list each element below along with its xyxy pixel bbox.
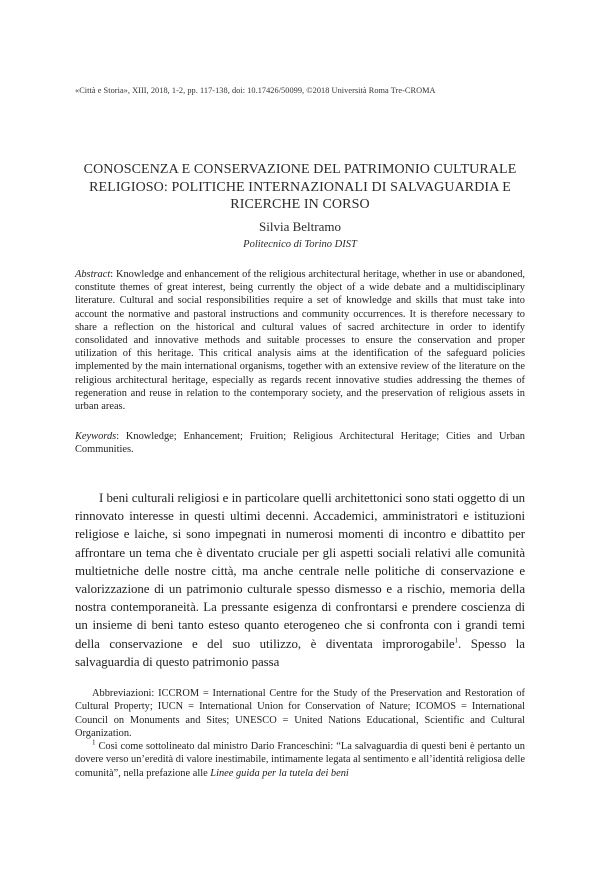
body-text-continued: . Spesso la salvaguardia di questo patrimonio passa <box>75 636 525 669</box>
abbreviations-note: Abbreviazioni: ICCROM = International Centre for the Study of the Preservation and Restoration of Cultural Property; IUCN = International Union for Conservation of Nature; ICOMOS = International Council on Monuments and Sites; UNESCO = United Nations Educational, Scientific and Cultural Organization. <box>75 688 525 739</box>
running-head: «Città e Storia», XIII, 2018, 1-2, pp. 117-138, doi: 10.17426/50099, ©2018 Università Roma Tre-CROMA <box>75 86 436 95</box>
keywords-text: : Knowledge; Enhancement; Fruition; Religious Architectural Heritage; Cities and Urban Communities. <box>75 431 525 456</box>
abstract-label: Abstract <box>75 269 111 280</box>
title-line-3: RICERCHE IN CORSO <box>230 197 370 212</box>
article-title <box>70 161 530 214</box>
footnote-italic-title: Linee guida per la tutela dei beni <box>210 767 349 779</box>
footnote-reference: 1 <box>454 636 458 645</box>
footnote-text: Così come sottolineato dal ministro Dario Franceschini: “La salvaguardia di questi beni è pertanto un dovere verso un’eredità di valore inestimabile, intimamente legata al sentimento e all’identità religiosa delle comunità”, nella prefazione alle <box>75 741 525 779</box>
abstract-text: : Knowledge and enhancement of the religious architectural heritage, whether in use or abandoned, constitute themes of great interest, being currently the object of a wide debate and a multidisciplinary literature. Cultural and social responsibilities require a set of knowledge and skills that must take into account the normative and pastoral instructions and community occurrences. It is therefore necessary to share a reflection on the historical and cultural values of sacred architecture in order to identify consolidated and innovative methods and suitable processes to ensure the conservation and proper utilization of this heritage. This critical analysis aims at the identification of the safeguard policies implemented by the main international organisms, together with an extensive review of the literature on the religious architectural heritage, especially as regards recent innovative studies addressing the themes of regeneration and reuse in relation to the contemporary society, and the preservation of religious assets in urban areas. <box>75 269 525 413</box>
body-text: I beni culturali religiosi e in particolare quelli architettonici sono stati oggetto di un rinnovato interesse in questi ultimi decenni. Accademici, amministratori e istituzioni religiose e laiche, si sono impegnati in numerosi momenti di incontro e dibattito per affrontare un tema che è diventato cruciale per gli aspetti sociali relativi alle comunità multietniche delle nostre città, ma anche centrale nelle politiche di conservazione e valorizzazione di un patrimonio culturale spesso dismesso e a rischio, memoria della nostra contemporaneità. La pressante esigenza di confrontarsi e prendere coscienza di un insieme di beni tanto esteso quanto eterogeneo che si confronta con i grandi temi della conservazione e del suo utilizzo, è diventata improrogabile <box>75 491 525 651</box>
footnote-number: 1 <box>92 738 96 747</box>
author-name: Silvia Beltramo <box>259 219 341 234</box>
abstract <box>75 268 525 413</box>
keywords <box>75 430 525 456</box>
footnote <box>75 740 525 780</box>
keywords-label: Keywords <box>75 431 117 442</box>
title-line-2: RELIGIOSO: POLITICHE INTERNAZIONALI DI SALVAGUARDIA E <box>89 179 511 195</box>
title-line-1: CONOSCENZA E CONSERVAZIONE DEL PATRIMONIO CULTURALE <box>83 162 517 177</box>
body-paragraph <box>75 489 525 671</box>
author-affiliation: Politecnico di Torino DIST <box>243 239 357 250</box>
